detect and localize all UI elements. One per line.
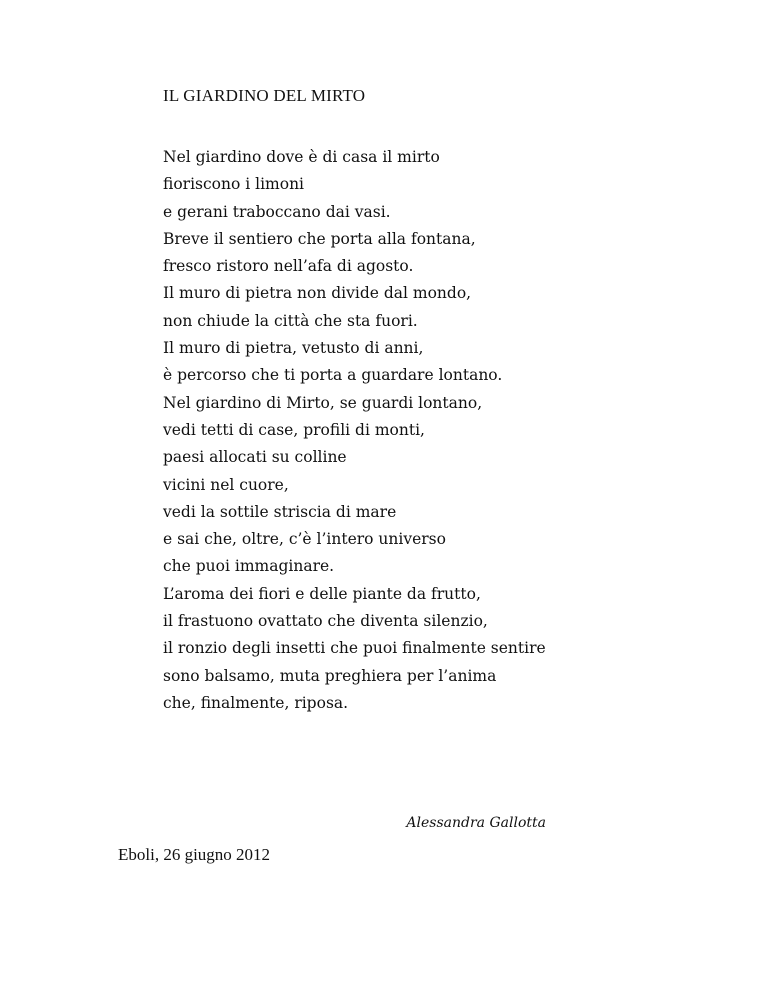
poem-line: Nel giardino di Mirto, se guardi lontano, [163, 393, 483, 412]
poem-line: sono balsamo, muta preghiera per l’anima [163, 666, 497, 685]
poem-line: Nel giardino dove è di casa il mirto [163, 148, 440, 166]
poem-line: che, finalmente, riposa. [163, 693, 349, 712]
poem-line: L’aroma dei fiori e delle piante da frutto, [163, 584, 481, 603]
poem-body [163, 144, 546, 717]
poem-line: il frastuono ovattato che diventa silenzio, [163, 612, 488, 631]
poem-line: fresco ristoro nell’afa di agosto. [163, 257, 414, 276]
poem-title: IL GIARDINO DEL MIRTO [163, 86, 366, 105]
poem-line: è percorso che ti porta a guardare lontano. [163, 366, 503, 385]
poem-line: Il muro di pietra, vetusto di anni, [163, 339, 424, 358]
poem-line: paesi allocati su colline [163, 448, 347, 467]
poem-line: il ronzio degli insetti che puoi finalmente sentire [163, 639, 546, 658]
poem-line: e sai che, oltre, c’è l’intero universo [163, 530, 446, 549]
poem-line: vicini nel cuore, [163, 475, 289, 494]
poem-line: Breve il sentiero che porta alla fontana, [163, 229, 476, 248]
place-date: Eboli, 26 giugno 2012 [118, 845, 271, 864]
poem-line: fioriscono i limoni [163, 175, 305, 194]
poem-line: Il muro di pietra non divide dal mondo, [163, 284, 472, 303]
poem-line: vedi la sottile striscia di mare [163, 502, 397, 521]
poem-line: e gerani traboccano dai vasi. [163, 202, 391, 221]
poem-line: che puoi immaginare. [163, 557, 335, 576]
poem-line: non chiude la città che sta fuori. [163, 311, 418, 330]
author-signature: Alessandra Gallotta [406, 815, 546, 831]
poem-line: vedi tetti di case, profili di monti, [163, 420, 425, 439]
